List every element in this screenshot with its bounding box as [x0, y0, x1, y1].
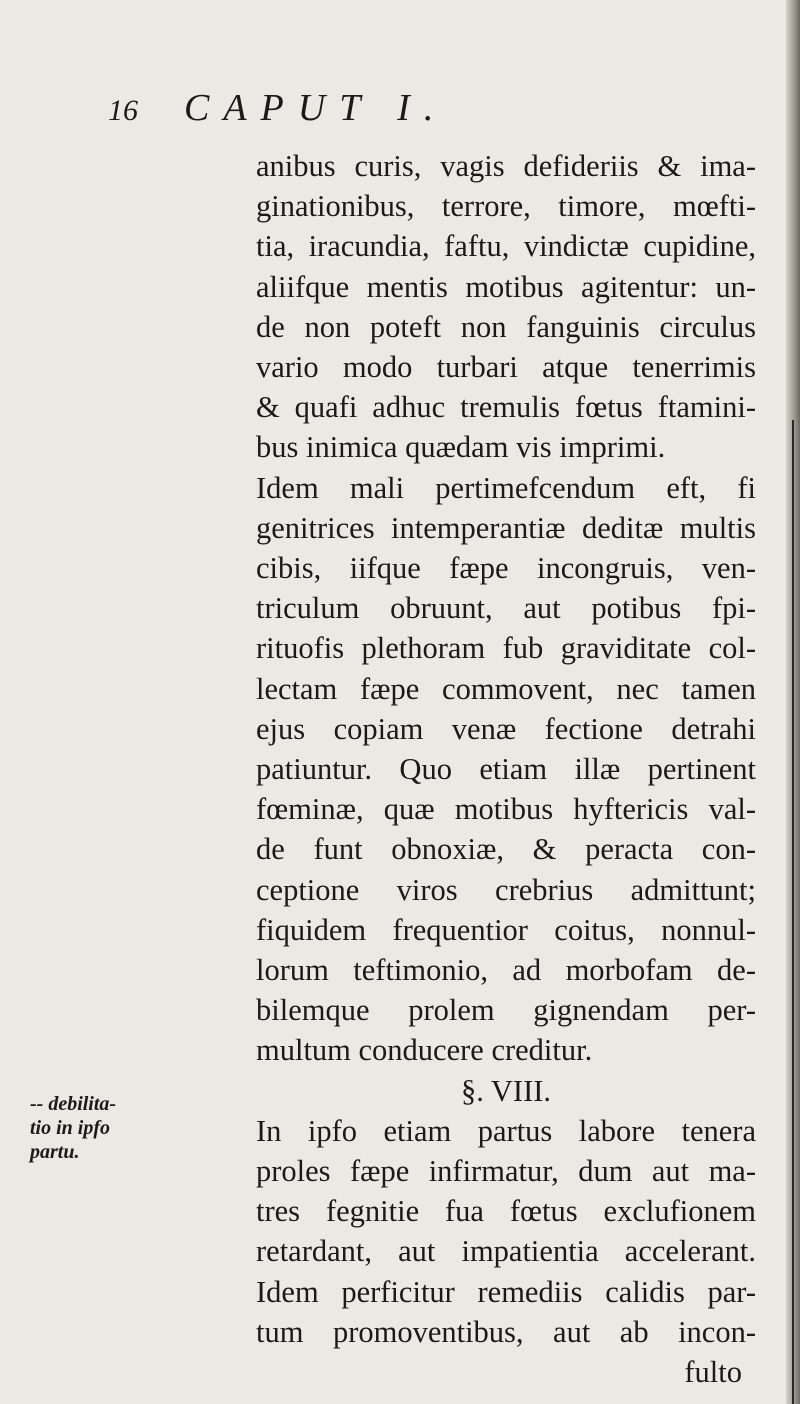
page-edge-line [792, 420, 794, 1404]
text-line: triculum obruunt, aut potibus fpi- [256, 591, 756, 626]
text-line: tia, iracundia, faftu, vindictæ cupidine, [256, 229, 756, 264]
margin-note-line: tio in ipfo [30, 1117, 111, 1139]
text-line: In ipfo etiam partus labore tenera [256, 1113, 756, 1148]
text-line: cibis, iifque fæpe incongruis, ven- [256, 551, 756, 586]
text-line: fiquidem frequentior coitus, nonnul- [256, 912, 756, 947]
text-line: aliifque mentis motibus agitentur: un- [256, 269, 756, 304]
running-title: CAPUT I. [184, 87, 448, 129]
text-line: de funt obnoxiæ, & peracta con- [256, 832, 756, 867]
text-line: Idem mali pertimefcendum eft, fi [256, 470, 756, 505]
text-line: lorum teftimonio, ad morbofam de- [256, 953, 756, 988]
page-number: 16 [108, 94, 138, 127]
text-line: multum conducere creditur. [256, 1033, 593, 1068]
text-line: tum promoventibus, aut ab incon- [256, 1314, 756, 1349]
text-line: ejus copiam venæ fectione detrahi [256, 711, 756, 746]
text-line: anibus curis, vagis defideriis & ima- [256, 149, 756, 183]
text-line: & quafi adhuc tremulis fœtus ftamini- [256, 390, 756, 425]
text-line: ceptione viros crebrius admittunt; [256, 872, 756, 907]
margin-note-line: -- debilita- [30, 1093, 117, 1115]
text-line: patiuntur. Quo etiam illæ pertinent [256, 752, 756, 787]
text-line: de non poteft non fanguinis circulus [256, 309, 756, 344]
text-line: Idem perficitur remediis calidis par- [256, 1274, 756, 1309]
body-text [256, 146, 756, 1392]
text-line: bilemque prolem gignendam per- [256, 993, 756, 1028]
text-line: fœminæ, quæ motibus hyftericis val- [256, 792, 756, 827]
section-heading: §. VIII. [460, 1073, 552, 1108]
text-line: proles fæpe infirmatur, dum aut ma- [256, 1154, 756, 1189]
text-line: genitrices intemperantiæ deditæ multis [256, 510, 756, 545]
text-line: lectam fæpe commovent, nec tamen [256, 671, 756, 706]
running-header [108, 86, 447, 130]
text-line: bus inimica quædam vis imprimi. [256, 430, 666, 465]
text-line: tres fegnitie fua fœtus exclufionem [256, 1194, 756, 1229]
text-line: vario modo turbari atque tenerrimis [256, 350, 756, 385]
margin-note [30, 1092, 140, 1164]
margin-note-line: partu. [30, 1141, 80, 1163]
text-line: rituofis plethoram fub graviditate col- [256, 631, 756, 666]
text-line: retardant, aut impatientia accelerant. [256, 1234, 756, 1269]
text-line: ginationibus, terrore, timore, mœfti- [256, 189, 756, 224]
catchword: fulto [684, 1355, 742, 1390]
